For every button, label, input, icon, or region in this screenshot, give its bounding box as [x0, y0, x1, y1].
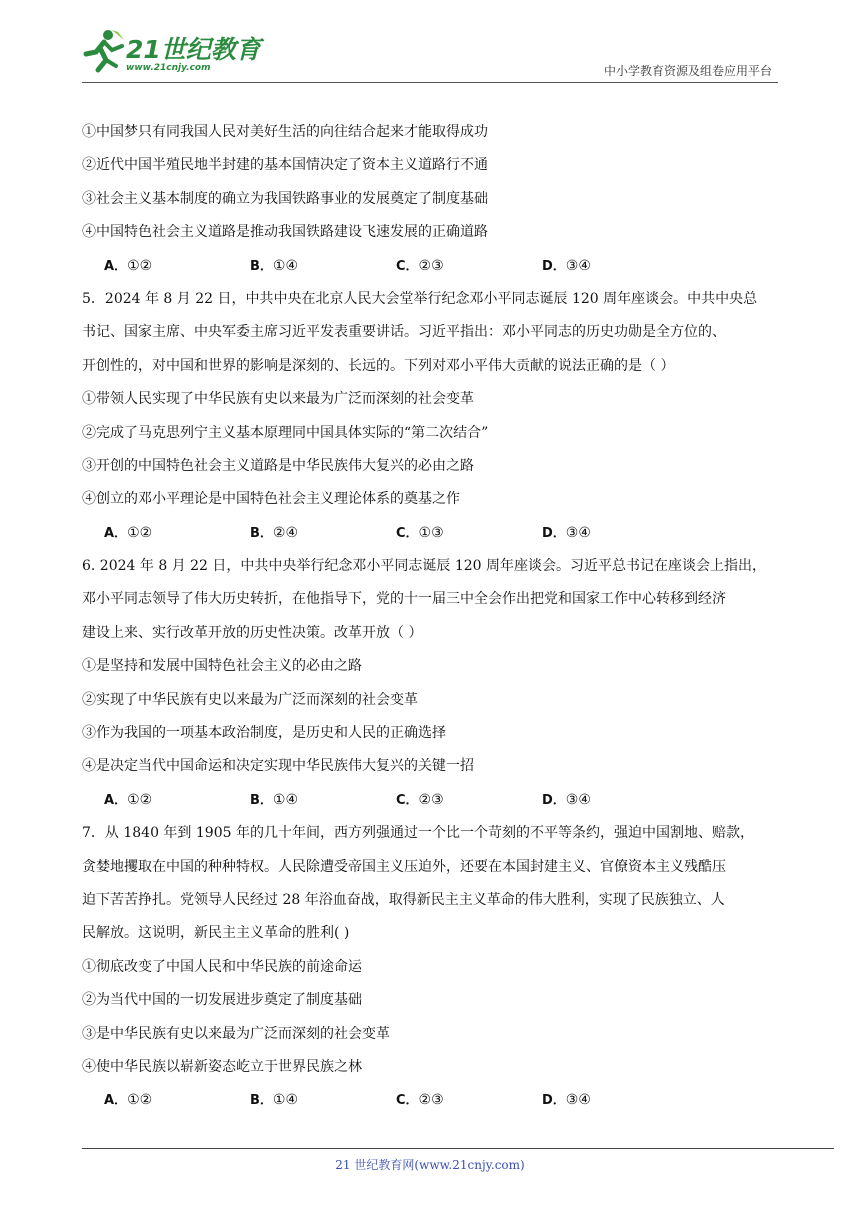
- statement: ④中国特色社会主义道路是推动我国铁路建设飞速发展的正确道路: [82, 224, 488, 241]
- question-stem: 贪婪地攫取在中国的种种特权。人民除遭受帝国主义压迫外，还要在本国封建主义、官僚资本主义残酷压: [82, 858, 726, 875]
- runner-logo-icon: [82, 28, 126, 74]
- question-stem: 建设上来、实行改革开放的历史性决策。改革开放（ ）: [82, 624, 423, 641]
- option-c: C．①③: [396, 524, 444, 541]
- question-stem: 民解放。这说明，新民主主义革命的胜利( ): [82, 925, 350, 942]
- question-stem: 邓小平同志领导了伟大历史转折，在他指导下，党的十一届三中全会作出把党和国家工作中心转移到经济: [82, 591, 726, 608]
- statement: ①中国梦只有同我国人民对美好生活的向往结合起来才能取得成功: [82, 124, 488, 140]
- option-d: D．③④: [542, 257, 591, 274]
- statement: ①带领人民实现了中华民族有史以来最为广泛而深刻的社会变革: [82, 391, 474, 408]
- option-c: C．②③: [396, 257, 444, 274]
- statement: ④创立的邓小平理论是中国特色社会主义理论体系的奠基之作: [82, 491, 460, 508]
- question-6: [82, 550, 782, 817]
- statement: ①彻底改变了中国人民和中华民族的前途命运: [82, 958, 362, 975]
- statement: ④使中华民族以崭新姿态屹立于世界民族之林: [82, 1058, 362, 1075]
- statement: ④是决定当代中国命运和决定实现中华民族伟大复兴的关键一招: [82, 758, 474, 775]
- option-d: D．③④: [542, 524, 591, 541]
- statement: ②近代中国半殖民地半封建的基本国情决定了资本主义道路行不通: [82, 157, 488, 174]
- logo-brand-text: 21世纪教育: [126, 35, 261, 64]
- header-tagline: 中小学教育资源及组卷应用平台: [603, 64, 772, 78]
- header-divider: [82, 82, 778, 83]
- statement: ③开创的中国特色社会主义道路是中华民族伟大复兴的必由之路: [82, 457, 474, 474]
- statement: ②实现了中华民族有史以来最为广泛而深刻的社会变革: [82, 691, 418, 708]
- statement: ③作为我国的一项基本政治制度，是历史和人民的正确选择: [82, 725, 446, 742]
- option-b: B．①④: [250, 791, 299, 808]
- answer-options: [82, 784, 782, 817]
- question-4-tail: [82, 116, 782, 283]
- option-a: A．①②: [104, 1092, 153, 1109]
- option-b: B．②④: [250, 524, 299, 541]
- question-stem: 7．从 1840 年到 1905 年的几十年间，西方列强通过一个比一个苛刻的不平等条约，强迫中国割地、赔款，: [82, 825, 754, 842]
- option-d: D．③④: [542, 791, 591, 808]
- footer-divider: [82, 1148, 834, 1149]
- statement: ①是坚持和发展中国特色社会主义的必由之路: [82, 658, 362, 675]
- option-b: B．①④: [250, 1092, 299, 1109]
- option-a: A．①②: [104, 791, 153, 808]
- answer-options: [82, 517, 782, 550]
- option-c: C．②③: [396, 1092, 444, 1109]
- option-a: A．①②: [104, 257, 153, 274]
- statement: ③是中华民族有史以来最为广泛而深刻的社会变革: [82, 1025, 390, 1042]
- statement: ②完成了马克思列宁主义基本原理同中国具体实际的“第二次结合”: [82, 424, 489, 441]
- option-c: C．②③: [396, 791, 444, 808]
- logo-url-text: www.21cnjy.com: [126, 63, 211, 73]
- question-7: [82, 817, 782, 1118]
- question-5: [82, 283, 782, 550]
- answer-options: [82, 1084, 782, 1117]
- option-a: A．①②: [104, 524, 153, 541]
- question-content: [82, 116, 782, 1118]
- option-b: B．①④: [250, 257, 299, 274]
- option-d: D．③④: [542, 1092, 591, 1109]
- statement: ②为当代中国的一切发展进步奠定了制度基础: [82, 992, 362, 1009]
- page-footer: 21 世纪教育网(www.21cnjy.com): [335, 1158, 525, 1172]
- page-header: [0, 0, 860, 90]
- question-stem: 开创性的，对中国和世界的影响是深刻的、长远的。下列对邓小平伟大贡献的说法正确的是（ ）: [82, 357, 675, 374]
- question-stem: 5．2024 年 8 月 22 日，中共中央在北京人民大会堂举行纪念邓小平同志诞辰 120 周年座谈会。中共中央总: [82, 290, 758, 307]
- site-logo: [82, 28, 262, 82]
- question-stem: 迫下苦苦挣扎。党领导人民经过 28 年浴血奋战，取得新民主主义革命的伟大胜利，实现了民族独立、人: [82, 891, 725, 908]
- question-stem: 6. 2024 年 8 月 22 日，中共中央举行纪念邓小平同志诞辰 120 周年座谈会。习近平总书记在座谈会上指出，: [82, 558, 767, 575]
- answer-options: [82, 250, 782, 283]
- statement: ③社会主义基本制度的确立为我国铁路事业的发展奠定了制度基础: [82, 190, 488, 207]
- question-stem: 书记、国家主席、中央军委主席习近平发表重要讲话。习近平指出：邓小平同志的历史功勋是全方位的、: [82, 324, 726, 341]
